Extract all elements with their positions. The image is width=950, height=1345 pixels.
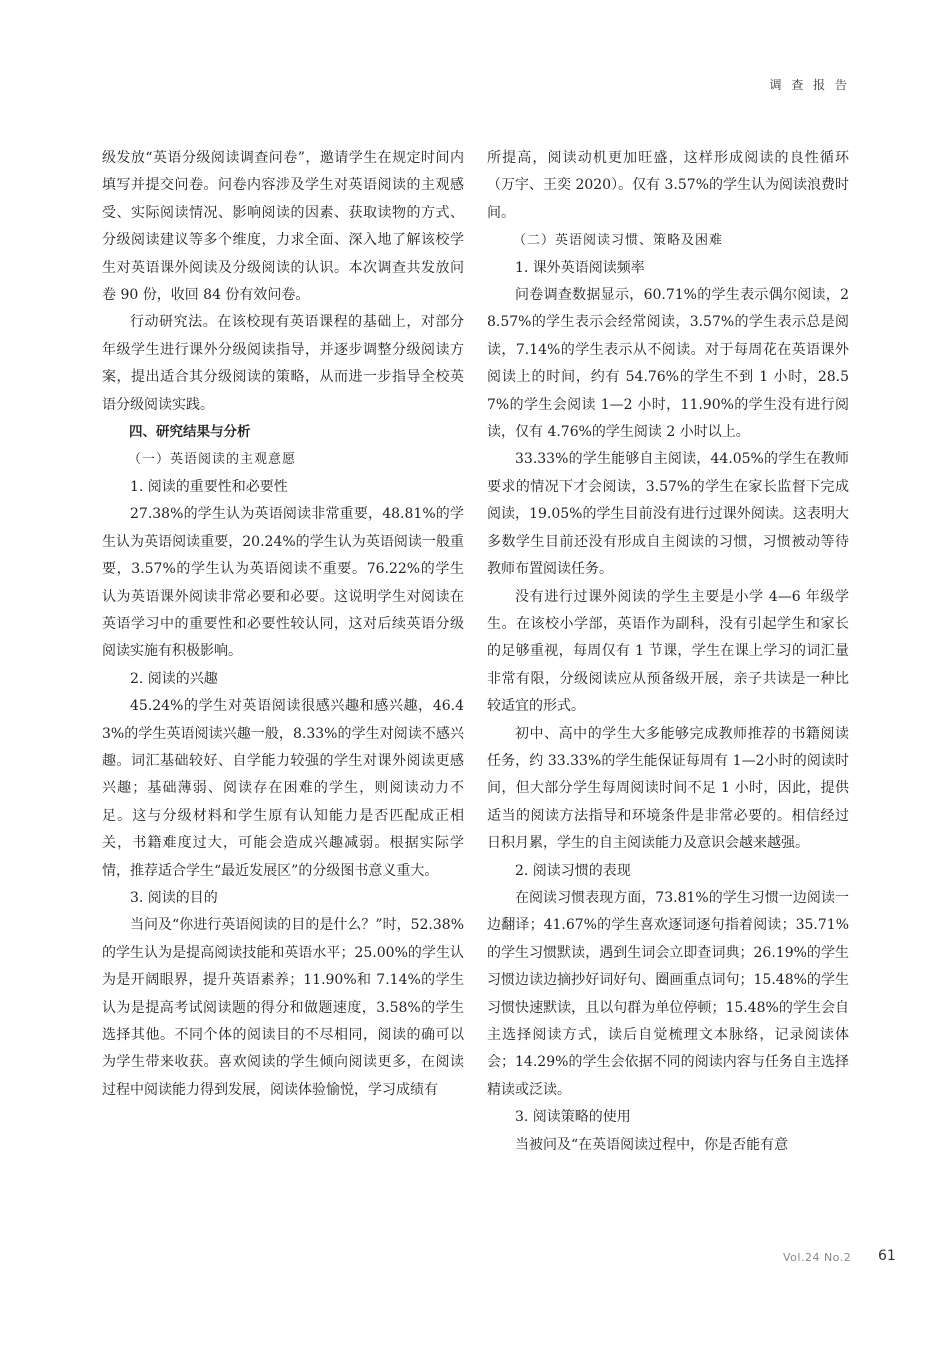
section-heading: 四、研究结果与分析	[129, 424, 251, 441]
paragraph: 问卷调查数据显示，60.71%的学生表示偶尔阅读，28.57%的学生表示会经常阅读，3.57%的学生表示总是阅读，7.14%的学生表示从不阅读。对于每周花在英语课外阅读上的时间，约有 54.76%的学生不到 1 小时，28.57%的学生会阅读 1—2 小时，11.90%的学生没有进行阅读，仅有 4.76%的学生阅读 2 小时以上。	[487, 287, 849, 441]
subsection-heading: （一）英语阅读的主观意愿	[128, 452, 297, 468]
left-column	[102, 145, 464, 1104]
sub-subsection-heading: 3. 阅读的目的	[130, 889, 218, 906]
sub-subsection-heading: 3. 阅读策略的使用	[515, 1109, 631, 1126]
sub-subsection-heading: 1. 阅读的重要性和必要性	[130, 478, 288, 495]
paragraph: 在阅读习惯表现方面，73.81%的学生习惯一边阅读一边翻译；41.67%的学生喜欢逐词逐句指着阅读；35.71%的学生习惯默读，遇到生词会立即查词典；26.19%的学生习惯边读边摘抄好词好句、圈画重点词句；15.48%的学生习惯快速默读，且以句群为单位停顿；15.48%的学生会自主选择阅读方式，读后自觉梳理文本脉络，记录阅读体会；14.29%的学生会依据不同的阅读内容与任务自主选择精读或泛读。	[487, 889, 849, 1098]
paragraph: 27.38%的学生认为英语阅读非常重要，48.81%的学生认为英语阅读重要，20.24%的学生认为英语阅读一般重要，3.57%的学生认为英语阅读不重要。76.22%的学生认为英语课外阅读非常必要和必要。这说明学生对阅读在英语学习中的重要性和必要性较认同，这对后续英语分级阅读实施有积极影响。	[102, 506, 464, 660]
journal-volume: Vol.24 No.2	[783, 1251, 852, 1264]
paragraph: 45.24%的学生对英语阅读很感兴趣和感兴趣，46.43%的学生英语阅读兴趣一般，8.33%的学生对阅读不感兴趣。词汇基础较好、自学能力较强的学生对课外阅读更感兴趣；基础薄弱、阅读存在困难的学生，则阅读动力不足。这与分级材料和学生原有认知能力是否匹配成正相关，书籍难度过大，可能会造成兴趣减弱。根据实际学情，推荐适合学生“最近发展区”的分级图书意义重大。	[102, 698, 464, 879]
paragraph: 当被问及“在英语阅读过程中，你是否能有意	[515, 1136, 789, 1153]
paragraph: 行动研究法。在该校现有英语课程的基础上，对部分年级学生进行课外分级阅读指导，并逐步调整分级阅读方案，提出适合其分级阅读的策略，从而进一步指导全校英语分级阅读实践。	[102, 314, 464, 413]
paragraph: 当问及“你进行英语阅读的目的是什么？”时，52.38%的学生认为是提高阅读技能和英语水平；25.00%的学生认为是开阔眼界，提升英语素养；11.90%和 7.14%的学生认为是提高考试阅读题的得分和做题速度，3.58%的学生选择其他。不同个体的阅读目的不尽相同，阅读的确可以为学生带来收获。喜欢阅读的学生倾向阅读更多，在阅读过程中阅读能力得到发展，阅读体验愉悦，学习成绩有	[102, 917, 464, 1098]
paragraph: 初中、高中的学生大多能够完成教师推荐的书籍阅读任务，约 33.33%的学生能保证每周有 1—2小时的阅读时间，但大部分学生每周阅读时间不足 1 小时，因此，提供适当的阅读方法指导和环境条件是非常必要的。相信经过日积月累，学生的自主阅读能力及意识会越来越强。	[487, 725, 849, 852]
sub-subsection-heading: 1. 课外英语阅读频率	[515, 259, 645, 276]
paragraph: 没有进行过课外阅读的学生主要是小学 4—6 年级学生。在该校小学部，英语作为副科，没有引起学生和家长的足够重视，每周仅有 1 节课，学生在课上学习的词汇量非常有限，分级阅读应从预备级开展，亲子共读是一种比较适宜的形式。	[487, 588, 849, 715]
sub-subsection-heading: 2. 阅读习惯的表现	[515, 862, 631, 879]
paragraph: 33.33%的学生能够自主阅读，44.05%的学生在教师要求的情况下才会阅读，3.57%的学生在家长监督下完成阅读，19.05%的学生目前没有进行过课外阅读。这表明大多数学生目前还没有形成自主阅读的习惯，习惯被动等待教师布置阅读任务。	[487, 451, 849, 578]
section-header: 调 查 报 告	[769, 78, 850, 92]
page-number: 61	[878, 1248, 896, 1264]
paragraph: 所提高，阅读动机更加旺盛，这样形成阅读的良性循环（万宇、王奕 2020）。仅有 3.57%的学生认为阅读浪费时间。	[487, 150, 850, 221]
sub-subsection-heading: 2. 阅读的兴趣	[130, 670, 218, 687]
paragraph: 级发放“英语分级阅读调查问卷”，邀请学生在规定时间内填写并提交问卷。问卷内容涉及学生对英语阅读的主观感受、实际阅读情况、影响阅读的因素、获取读物的方式、分级阅读建议等多个维度，力求全面、深入地了解该校学生对英语课外阅读及分级阅读的认识。本次调查共发放问卷 90 份，收回 84 份有效问卷。	[102, 150, 464, 304]
subsection-heading: （二）英语阅读习惯、策略及困难	[513, 233, 724, 249]
right-column	[487, 145, 849, 1159]
